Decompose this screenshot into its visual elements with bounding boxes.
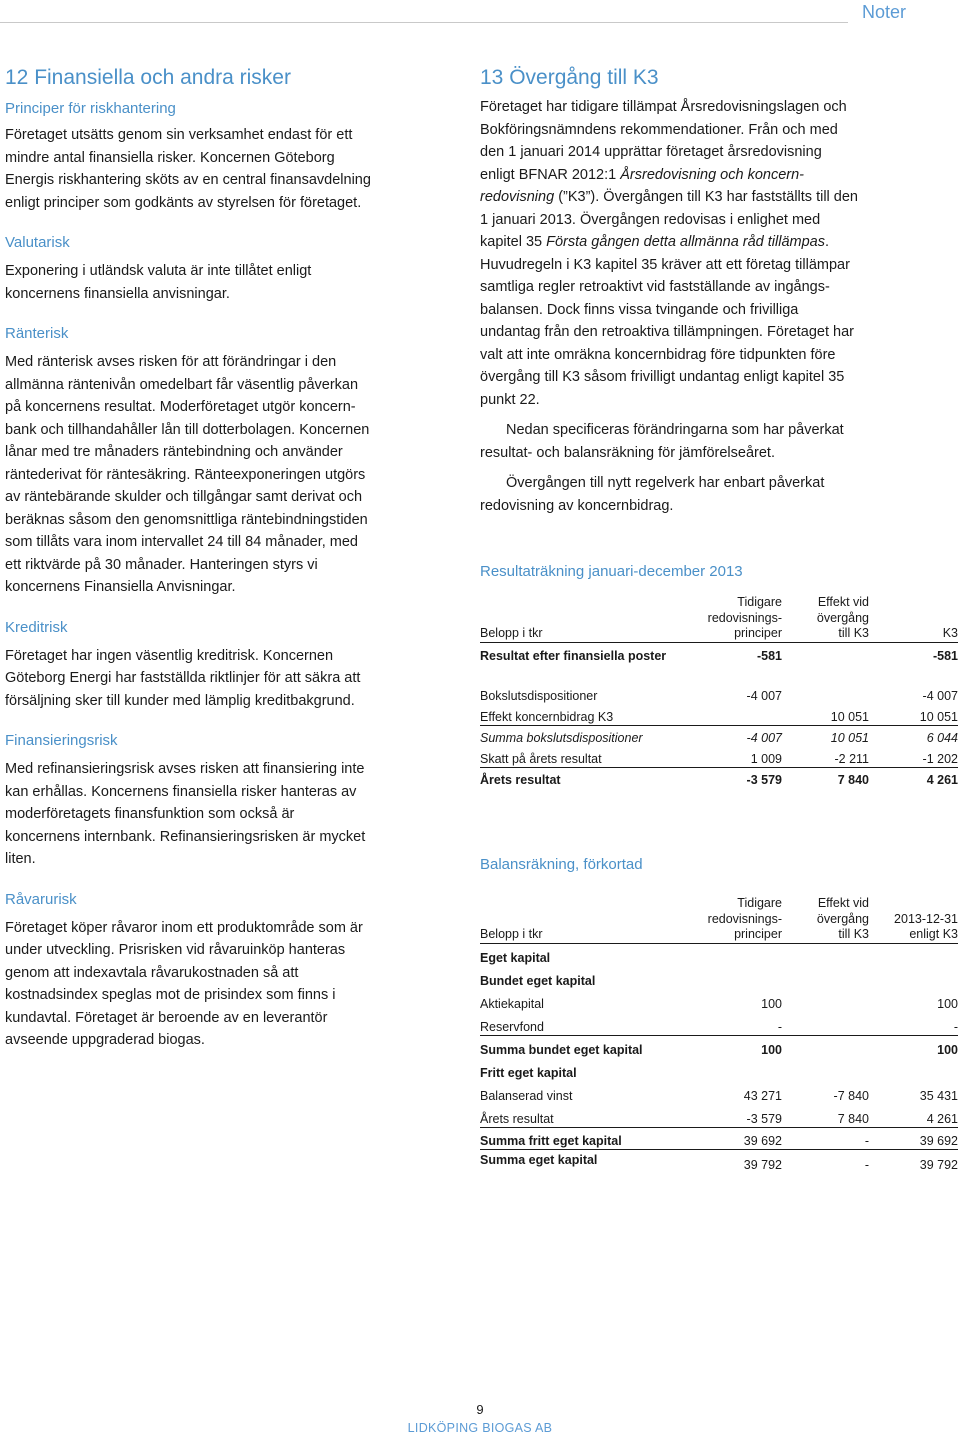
note-12-title: 12 Finansiella och andra risker (5, 66, 291, 89)
table-row: Aktiekapital 100 100 (480, 997, 958, 1011)
table-spacer (480, 664, 958, 684)
text-finansieringsrisk: Med refinansieringsrisk avses risken att finansiering inte kan erhållas. Koncernens finansiella risker hanteras av moderföretagets finansfunktion som också är koncernens internbank. Refinansieringsrisken är mycket liten. (5, 761, 366, 867)
text-principer: Företaget utsätts genom sin verksamhet endast för ett mindre antal finansiella risker. Koncernen Göteborg Energis riskhantering sköts av en central finansavdelning enligt principer som godkänts av styrelsen för företaget. (5, 127, 371, 211)
text-koncernbidrag: Övergången till nytt regelverk har enbart påverkat redovisning av koncernbidrag. (480, 475, 825, 514)
heading-valutarisk: Valutarisk (5, 234, 70, 251)
table-row: Summa eget kapital 39 792 - 39 792 (480, 1152, 958, 1172)
heading-kreditrisk: Kreditrisk (5, 618, 68, 636)
text-ranterisk: Med ränterisk avses risken för att förändringar i den allmänna räntenivån omedelbart får väsentlig påverkan på koncernens resultat. Moderföretaget utgör koncern- bank och tillhandahåller lån till dotterbolagen. Koncernen lånar med tre månaders räntebindning och använder räntederivat för räntesäkring. Ränteexponeringen utgörs av räntebärande skulder och tillgångar samt derivat och beräknas såsom den genomsnittliga räntebindningstiden som tillåts vara inom intervallet 24 till 84 månader, med ett riktvärde på 30 månader. Hanteringen styrs vi koncernens Finansiella Anvisningar. (5, 354, 370, 595)
note-13-title: 13 Övergång till K3 (480, 66, 659, 89)
note-12 (5, 64, 430, 1052)
table-row: Summa fritt eget kapital 39 692 - 39 692 (480, 1127, 958, 1149)
balansrakning-table (480, 896, 958, 1173)
table-row: Effekt koncernbidrag K3 10 051 10 051 (480, 704, 958, 725)
table-row: Årets resultat -3 579 7 840 4 261 (480, 773, 958, 787)
table-row: Reservfond - - (480, 1012, 958, 1035)
table-row: Bokslutsdispositioner -4 007 -4 007 (480, 689, 958, 703)
text-ravarurisk: Företaget köper råvaror inom ett produktområde som är under utveckling. Prisrisken vid råvaruinköp hanteras genom att indexavtala råvarukostnaden så att kostnadsindex speglas mot de prisindex som finns i kundavtal. Företaget är beroende av en leverantör avseende uppgraderad biogas. (5, 919, 363, 1048)
table-header: Belopp i tkr Tidigare redovisnings- principer Effekt vid övergång till K3 K3 (480, 595, 958, 640)
heading-principer: Principer för riskhantering (5, 100, 176, 117)
text-valutarisk: Exponering i utländsk valuta är inte tillåtet enligt koncernens finansiella anvisningar. (5, 263, 312, 302)
heading-balansrakning: Balansräkning, förkortad (480, 856, 643, 873)
header-rule (0, 22, 848, 23)
table-row: Fritt eget kapital (480, 1066, 577, 1080)
heading-ranterisk: Ränterisk (5, 325, 69, 342)
text-kreditrisk: Företaget har ingen väsentlig kreditrisk. Koncernen Göteborg Energi har fastställda riktlinjer för att säkra att försäljning sker till kunder med lämplig kreditbakgrund. (5, 647, 361, 709)
table-row: Årets resultat -3 579 7 840 4 261 (480, 1104, 958, 1127)
section-label: Noter (862, 2, 907, 22)
heading-finansieringsrisk: Finansieringsrisk (5, 732, 118, 749)
table-row: Bundet eget kapital (480, 974, 596, 988)
page-number: 9 (476, 1402, 484, 1417)
table-row: Summa bundet eget kapital 100 100 (480, 1043, 958, 1057)
table-row: Balanserad vinst 43 271 -7 840 35 431 (480, 1089, 958, 1103)
table-row: Eget kapital (480, 951, 551, 965)
resultatrakning-table (480, 595, 958, 788)
note-13 (480, 64, 958, 1173)
text-overgang-intro: Företaget har tidigare tillämpat Årsredovisningslagen och Bokföringsnämndens rekommendationer. Från och med den 1 januari 2014 upprättar företaget årsredovisning enligt BFNAR 2012:1 Årsredovisning och koncern- redovisning (”K3”). Övergången till K3 har fastställts till den 1 januari 2013. Övergången redovisas i enlighet med kapitel 35 Första gången detta allmänna råd tillämpas. Huvudregeln i K3 kapitel 35 kräver att ett företag tillämpar samtliga regler retroaktivt vid fastställande av ingångs- balansen. Dock finns vissa tvingande och frivilliga undantag från den retroaktiva tillämpningen. Företaget har valt att inte omräkna koncernbidrag före tidpunkten före övergång till K3 såsom frivilligt undantag enligt kapitel 35 punkt 22. (480, 99, 858, 408)
table-row: Summa bokslutsdispositioner -4 007 10 051 6 044 (480, 731, 958, 745)
company-name: LIDKÖPING BIOGAS AB (407, 1421, 553, 1435)
table-header: Belopp i tkr Tidigare redovisnings- principer Effekt vid övergång till K3 2013-12-31 enligt K3 (480, 896, 958, 941)
heading-ravarurisk: Råvarurisk (5, 890, 77, 908)
table-row: Skatt på årets resultat 1 009 -2 211 -1 202 (480, 746, 958, 767)
text-specifikation: Nedan specificeras förändringarna som har påverkat resultat- och balansräkning för jämförelseåret. (480, 422, 844, 461)
heading-resultatrakning: Resultaträkning januari-december 2013 (480, 563, 743, 580)
table-row: Resultat efter finansiella poster -581 -581 (480, 649, 958, 663)
